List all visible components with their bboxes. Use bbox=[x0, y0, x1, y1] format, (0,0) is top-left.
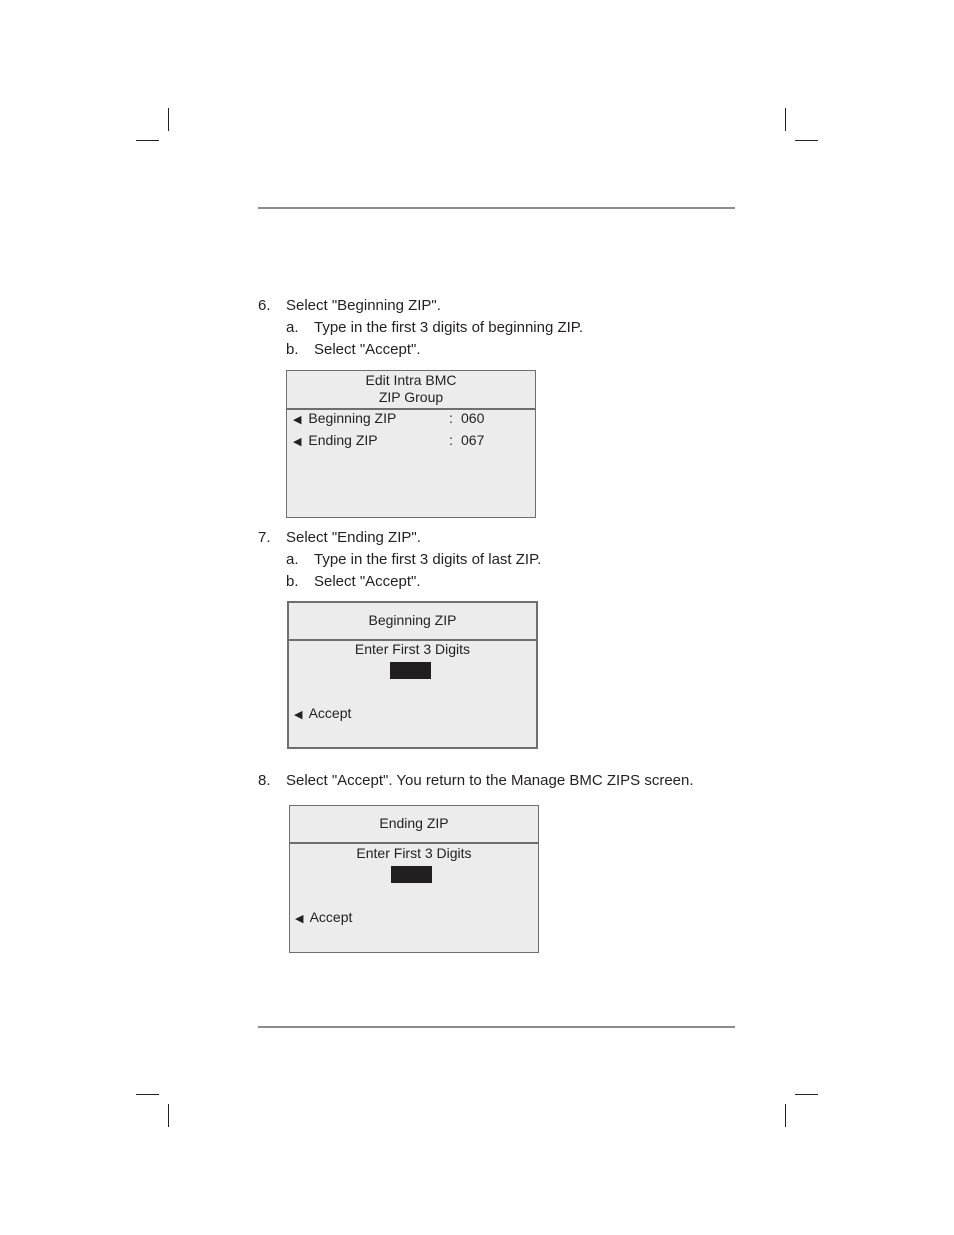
beginning-zip-screen bbox=[287, 601, 538, 749]
screen-subtitle: ZIP Group bbox=[378, 389, 444, 405]
substep-text: Type in the first 3 digits of beginning ZIP. bbox=[314, 319, 584, 336]
crop-mark bbox=[168, 108, 169, 131]
substep-text: Type in the first 3 digits of last ZIP. bbox=[314, 551, 542, 568]
step-number: 7. bbox=[258, 529, 271, 546]
screen-title: Ending ZIP bbox=[379, 815, 449, 831]
footer-rule bbox=[258, 1026, 735, 1028]
screen-header bbox=[290, 806, 538, 844]
accept-option[interactable] bbox=[295, 909, 352, 925]
substep-letter: b. bbox=[286, 341, 299, 358]
digits-prompt: Enter First 3 Digits bbox=[354, 641, 471, 657]
screen-title: Beginning ZIP bbox=[368, 612, 457, 628]
substep-letter: a. bbox=[286, 319, 299, 336]
crop-mark bbox=[795, 1094, 818, 1095]
header-rule bbox=[258, 207, 735, 209]
left-arrow-icon: ◀ bbox=[295, 913, 304, 925]
digits-prompt: Enter First 3 Digits bbox=[356, 845, 472, 861]
crop-mark bbox=[785, 1104, 786, 1127]
substep-text: Select "Accept". bbox=[314, 573, 421, 590]
screen-header bbox=[289, 603, 536, 641]
step-number: 6. bbox=[258, 297, 271, 314]
screen-header bbox=[287, 371, 535, 410]
left-arrow-icon: ◀ bbox=[293, 414, 302, 426]
crop-mark bbox=[136, 140, 159, 141]
crop-mark bbox=[136, 1094, 159, 1095]
accept-label: Accept bbox=[309, 909, 353, 925]
substep-letter: b. bbox=[286, 573, 299, 590]
step-text: Select "Ending ZIP". bbox=[286, 529, 421, 546]
step-text: Select "Accept". You return to the Manage BMC ZIPS screen. bbox=[286, 772, 694, 789]
left-arrow-icon: ◀ bbox=[293, 436, 302, 448]
crop-mark bbox=[785, 108, 786, 131]
digits-input[interactable] bbox=[391, 866, 432, 883]
accept-label: Accept bbox=[308, 705, 352, 721]
crop-mark bbox=[795, 140, 818, 141]
beginning-zip-row[interactable] bbox=[293, 410, 529, 426]
row-value: 060 bbox=[461, 410, 485, 426]
screen-title: Edit Intra BMC bbox=[365, 372, 457, 388]
accept-option[interactable] bbox=[294, 705, 351, 721]
row-label: Beginning ZIP bbox=[308, 410, 397, 426]
substep-letter: a. bbox=[286, 551, 299, 568]
step-text: Select "Beginning ZIP". bbox=[286, 297, 441, 314]
digits-input[interactable] bbox=[390, 662, 431, 679]
row-value: 067 bbox=[461, 432, 485, 448]
row-separator: : bbox=[449, 432, 453, 448]
ending-zip-row[interactable] bbox=[293, 432, 529, 448]
edit-zip-group-screen bbox=[286, 370, 536, 518]
step-number: 8. bbox=[258, 772, 271, 789]
row-separator: : bbox=[449, 410, 453, 426]
left-arrow-icon: ◀ bbox=[294, 709, 303, 721]
substep-text: Select "Accept". bbox=[314, 341, 421, 358]
ending-zip-screen bbox=[289, 805, 539, 953]
crop-mark bbox=[168, 1104, 169, 1127]
row-label: Ending ZIP bbox=[308, 432, 378, 448]
